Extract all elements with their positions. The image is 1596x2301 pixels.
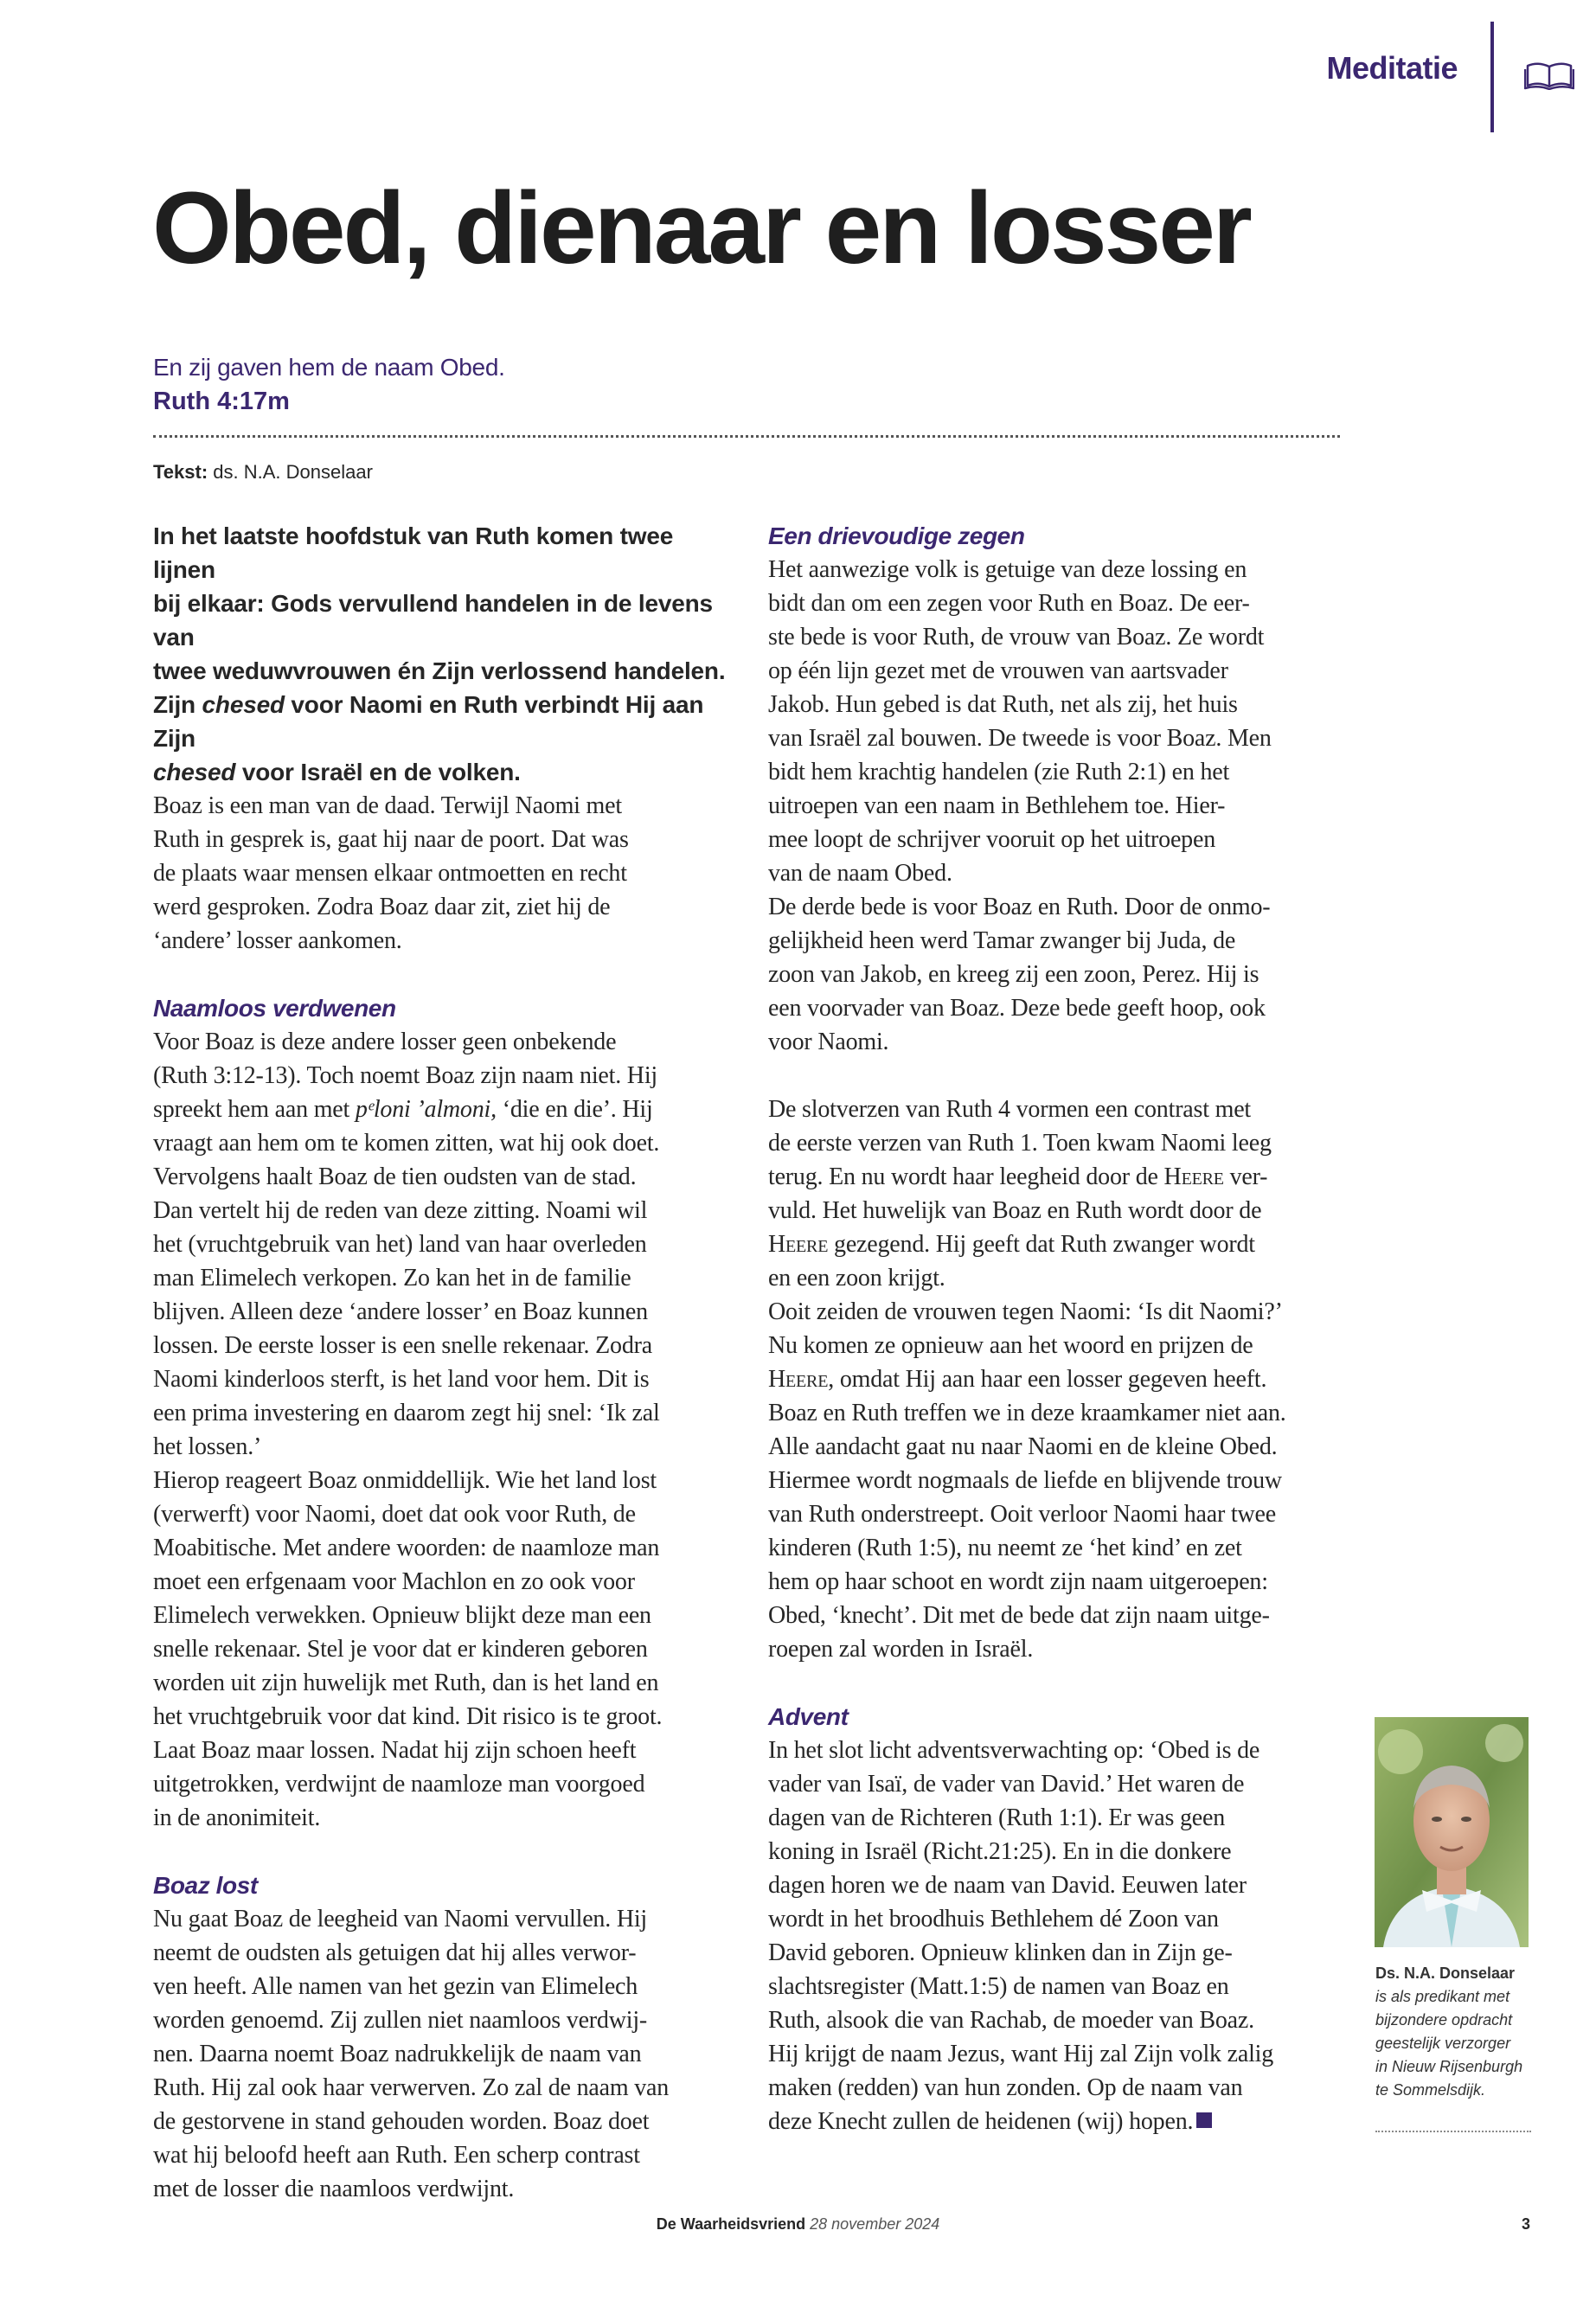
section-label: Meditatie — [1326, 50, 1458, 86]
paragraph: In het slot licht adventsverwachting op: ‘Obed is de vader van Isaï, de vader van David.’ Het waren de dagen van de Richteren (Ruth 1:1). Er was geen koning in Israël (Richt.21:25). En in die donkere dagen horen we de naam van David. Eeuwen later wordt in het broodhuis Bethlehem dé Zoon van David geboren. Opnieuw klinken dan in Zijn ge- slachtsregister (Matt.1:5) de namen van Boaz en Ruth, alsook die van Rachab, de moeder van Boaz. Hij krijgt de naam Jezus, want Hij zal Zijn volk zalig maken (redden) van hun zonden. Op de naam van deze Knecht zullen de heidenen (wij) hopen. — [768, 1737, 1274, 2135]
paragraph: Nu gaat Boaz de leegheid van Naomi vervullen. Hij neemt de oudsten als getuigen dat hij alles verwor- ven heeft. Alle namen van het gezin van Elimelech worden genoemd. Zij zullen niet naamloos verdwij- nen. Daarna noemt Boaz nadrukkelijk de naam van Ruth. Hij zal ook haar verwerven. Zo zal de naam van de gestorvene in stand gehouden worden. Boaz doet wat hij beloofd heeft aan Ruth. Een scherp contrast met de losser die naamloos verdwijnt. — [153, 1906, 670, 2202]
magazine-name: De Waarheidsvriend — [656, 2215, 806, 2233]
subheading: Advent — [768, 1703, 849, 1730]
caption-name: Ds. N.A. Donselaar — [1375, 1965, 1516, 1982]
issue-date: 28 november 2024 — [810, 2215, 940, 2233]
intro-quote: En zij gaven hem de naam Obed. — [153, 354, 505, 381]
subheading: Naamloos verdwenen — [153, 995, 396, 1022]
caption-divider — [1375, 2131, 1531, 2132]
article-title: Obed, dienaar en losser — [152, 171, 1250, 285]
byline-author: ds. N.A. Donselaar — [213, 461, 373, 483]
left-column — [153, 519, 733, 2206]
author-portrait — [1375, 1717, 1529, 1947]
subheading: Boaz lost — [153, 1872, 258, 1899]
paragraph: Het aanwezige volk is getuige van deze lossing en bidt dan om een zegen voor Ruth en Boaz. De eer- ste bede is voor Ruth, de vrouw van Boaz. Ze wordt op één lijn gezet met de vrouwen van aartsvader Jakob. Hun gebed is dat Ruth, net als zij, het huis van Israël zal bouwen. De tweede is voor Boaz. Men bidt hem krachtig handelen (zie Ruth 2:1) en het uitroepen van een naam in Bethlehem toe. Hier- mee loopt de schrijver vooruit op het uitroepen van de naam Obed. De derde bede is voor Boaz en Ruth. Door de onmo- gelijkheid heen werd Tamar zwanger bij Juda, de zoon van Jakob, en kreeg zij een zoon, Perez. Hij is een voorvader van Boaz. Deze bede geeft hoop, ook voor Naomi. — [768, 556, 1272, 1055]
lead-paragraph: In het laatste hoofdstuk van Ruth komen twee lijnen bij elkaar: Gods vervullend handelen in de levens van twee weduwvrouwen én Zijn verlossend handelen. Zijn chesed voor Naomi en Ruth verbindt Hij aan Zijn chesed voor Israël en de volken. — [153, 522, 726, 785]
byline — [153, 459, 373, 485]
end-of-article-mark — [1196, 2112, 1212, 2128]
subheading: Een drievoudige zegen — [768, 522, 1025, 549]
right-column — [768, 519, 1348, 2138]
footer — [0, 2215, 1596, 2234]
paragraph: Boaz is een man van de daad. Terwijl Naomi met Ruth in gesprek is, gaat hij naar de poort. Dat was de plaats waar mensen elkaar ontmoetten en recht werd gesproken. Zodra Boaz daar zit, ziet hij de ‘andere’ losser aankomen. — [153, 792, 629, 954]
paragraph: De slotverzen van Ruth 4 vormen een contrast met de eerste verzen van Ruth 1. Toen kwam Naomi leeg terug. En nu wordt haar leegheid door de Heere ver- vuld. Het huwelijk van Boaz en Ruth wordt door de Heere gezegend. Hij geeft dat Ruth zwanger wordt en een zoon krijgt. Ooit zeiden de vrouwen tegen Naomi: ‘Is dit Naomi?’ Nu komen ze opnieuw aan het woord en prijzen de Heere, omdat Hij aan haar een losser gegeven heeft. Boaz en Ruth treffen we in deze kraamkamer niet aan. Alle aandacht gaat nu naar Naomi en de kleine Obed. Hiermee wordt nogmaals de liefde en blijvende trouw van Ruth onderstreept. Ooit verloor Naomi haar twee kinderen (Ruth 1:5), nu neemt ze ‘het kind’ en zet hem op haar schoot en wordt zijn naam uitgeroepen: Obed, ‘knecht’. Dit met de bede dat zijn naam uitge- roepen zal worden in Israël. — [768, 1096, 1286, 1663]
portrait-caption: Ds. N.A. Donselaar is als predikant met bijzondere opdracht geestelijk verzorger in Nieuw Rijsenburgh te Sommelsdijk. — [1375, 1962, 1531, 2102]
page-number: 3 — [1522, 2215, 1531, 2233]
section-divider — [1490, 22, 1494, 132]
paragraph: Voor Boaz is deze andere losser geen onbekende (Ruth 3:12-13). Toch noemt Boaz zijn naam niet. Hij spreekt hem aan met pᵉloni ’almoni, ‘die en die’. Hij vraagt aan hem om te komen zitten, wat hij ook doet. Vervolgens haalt Boaz de tien oudsten van de stad. Dan vertelt hij de reden van deze zitting. Noami wil het (vruchtgebruik van het) land van haar overleden man Elimelech verkopen. Zo kan het in de familie blijven. Alleen deze ‘andere losser’ en Boaz kunnen lossen. De eerste losser is een snelle rekenaar. Zodra Naomi kinderloos sterft, is het land voor hem. Dit is een prima investering en daarom zegt hij snel: ‘Ik zal het lossen.’ Hierop reageert Boaz onmiddellijk. Wie het land lost (verwerft) voor Naomi, doet dat ook voor Ruth, de Moabitische. Met andere woorden: de naamloze man moet een erfgenaam voor Machlon en zo ook voor Elimelech verwekken. Opnieuw blijkt deze man een snelle rekenaar. Stel je voor dat er kinderen geboren worden uit zijn huwelijk met Ruth, dan is het land en het vruchtgebruik voor dat kind. Dit risico is te groot. Laat Boaz maar lossen. Nadat hij zijn schoen heeft uitgetrokken, verdwijnt de naamloze man voorgoed in de anonimiteit. — [153, 1029, 663, 1831]
divider — [153, 435, 1340, 438]
bible-reference: Ruth 4:17m — [153, 388, 290, 415]
byline-label: Tekst: — [153, 461, 208, 483]
open-book-icon — [1524, 61, 1574, 90]
